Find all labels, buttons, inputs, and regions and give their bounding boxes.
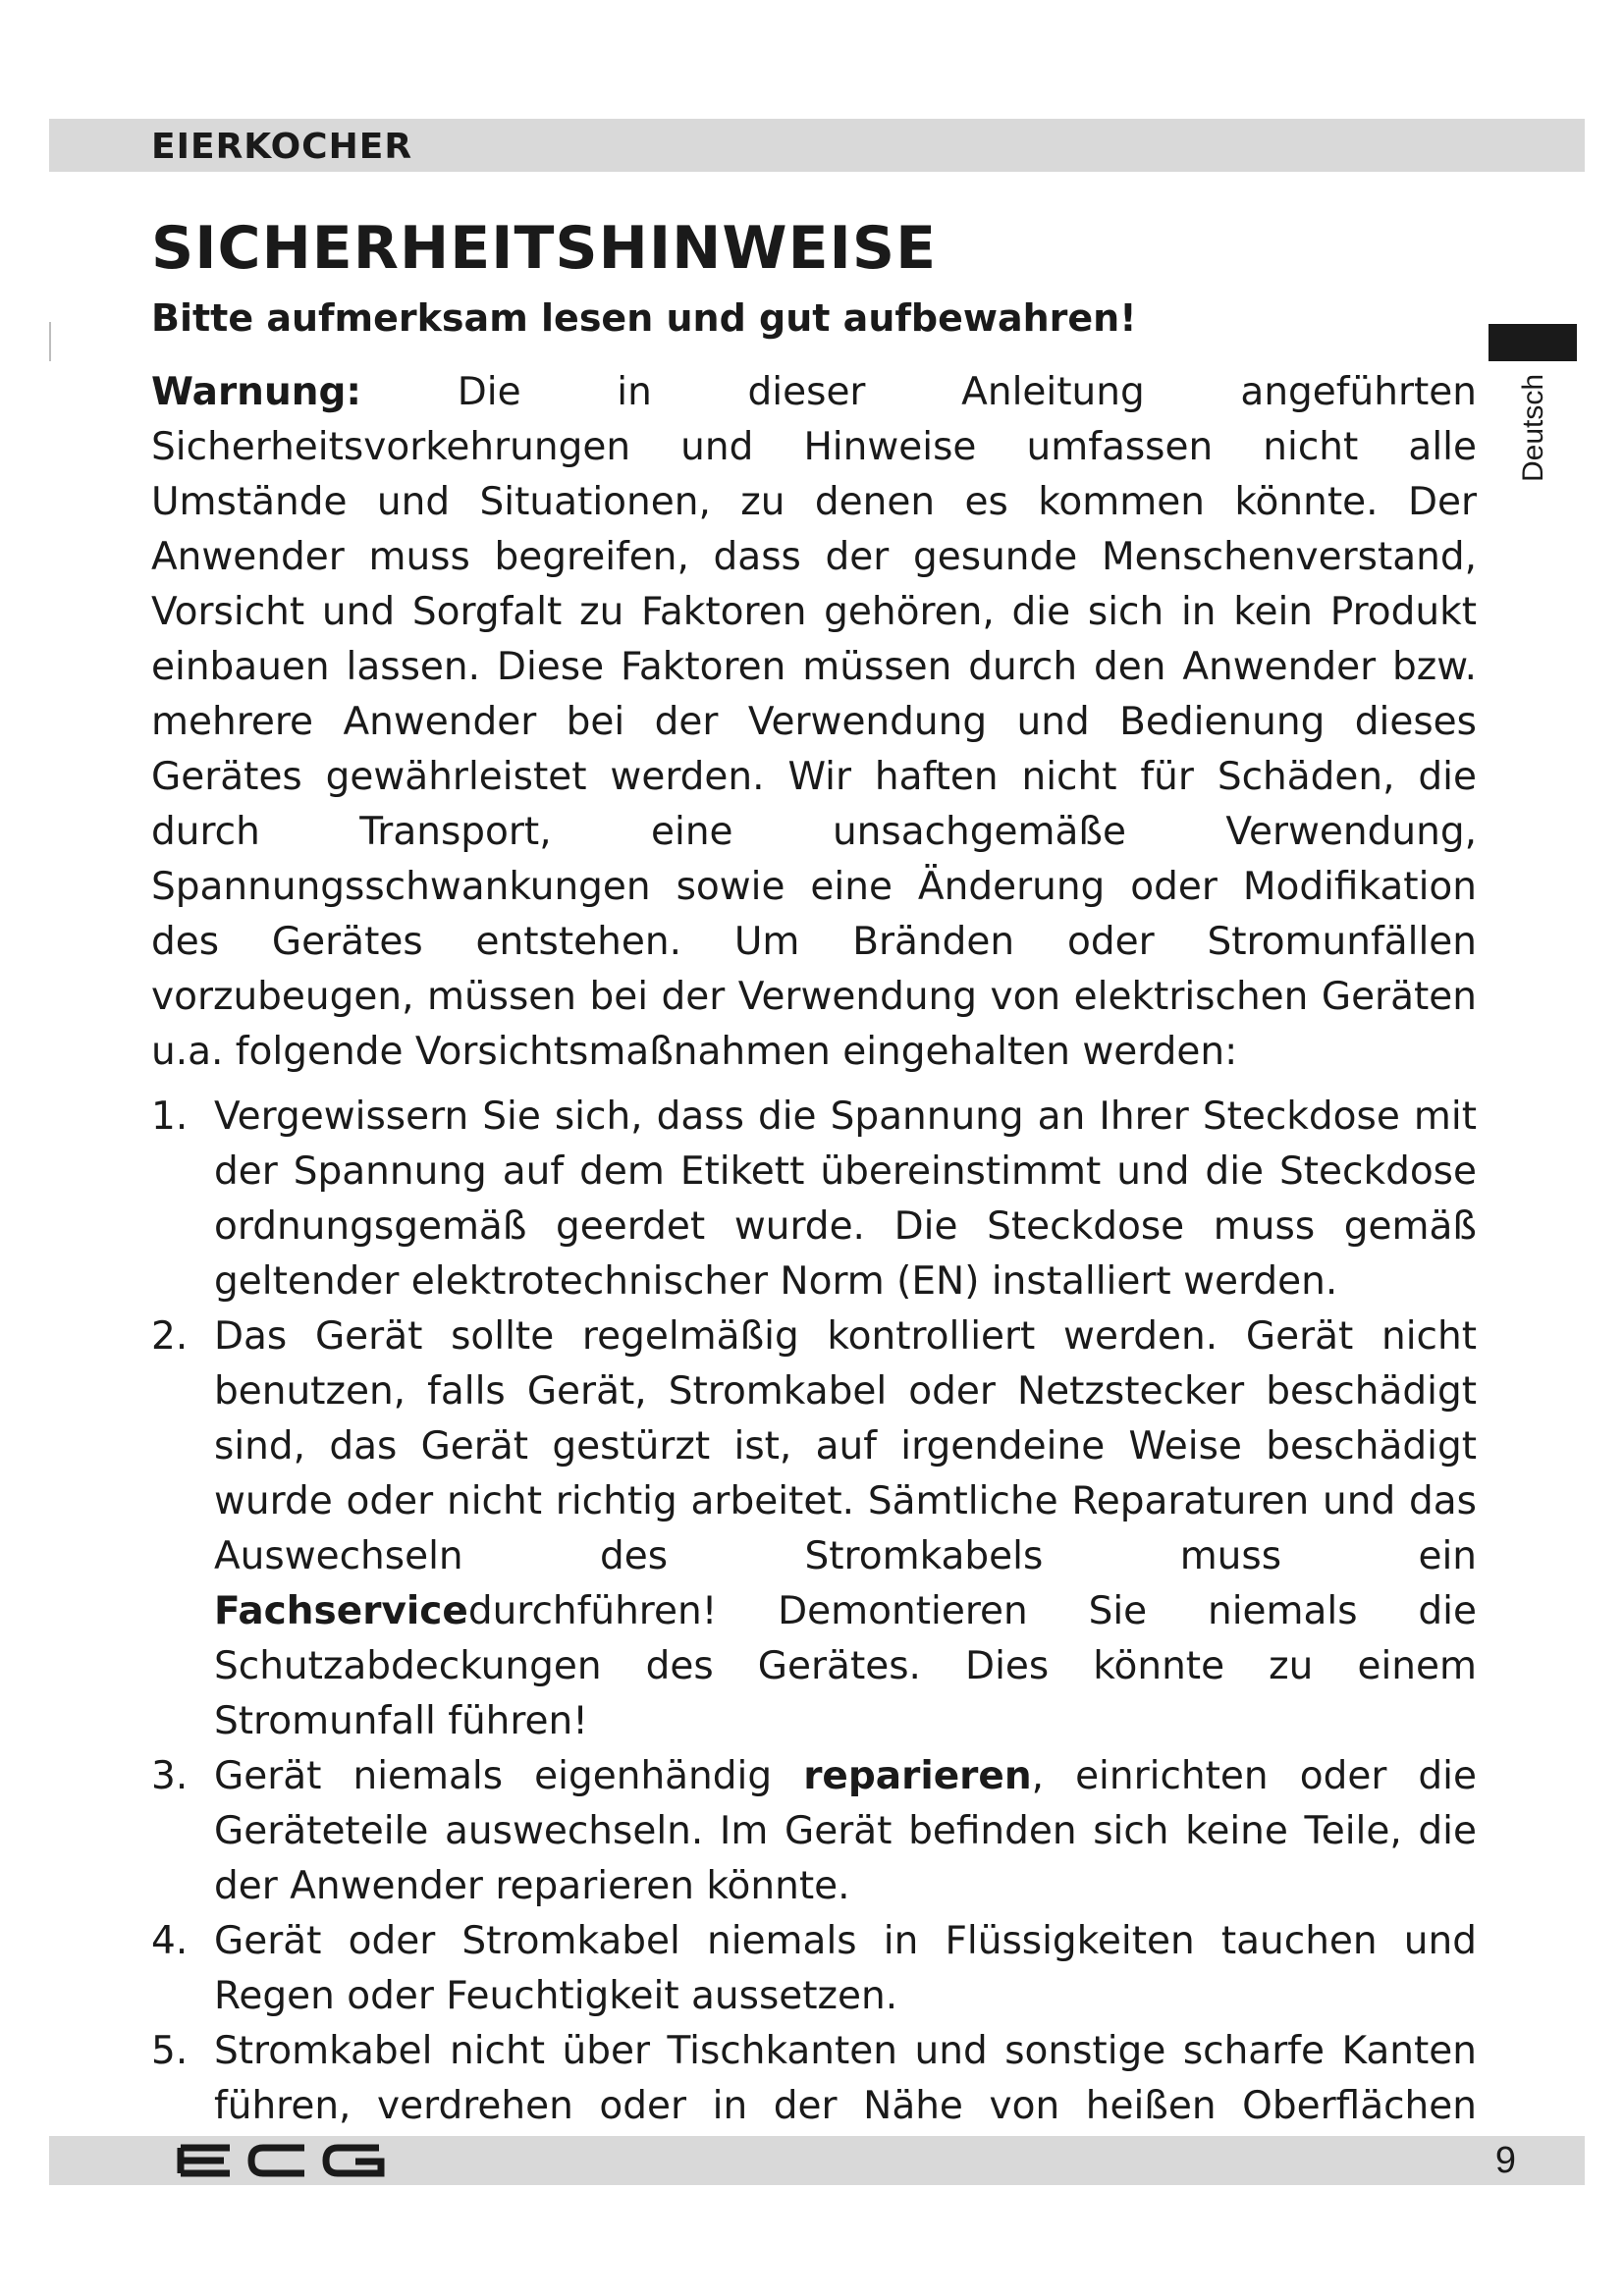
- list-item-text: Stromkabel nicht über Tischkanten und sonstige scharfe Kanten führen, verdrehen oder in der Nähe von heißen Oberflächen: [214, 2029, 1477, 2128]
- footer-bar: [49, 2136, 1585, 2185]
- list-item-text: , einrichten oder die Geräteteile auswechseln. Im Gerät befinden sich keine Teile, die der Anwender reparieren könnte.: [214, 1754, 1477, 1908]
- margin-tick: [49, 322, 51, 361]
- list-item: [151, 1914, 1477, 2024]
- safety-list: [151, 1090, 1477, 2189]
- ecg-logo: [173, 2136, 399, 2185]
- list-item-text: Vergewissern Sie sich, dass die Spannung an Ihrer Steckdose mit der Spannung auf dem Etikett übereinstimmt und die Steckdose ordnungsgemäß geerdet wurde. Die Steckdose muss gemäß geltender elektrotechnischer Norm (EN) installiert werden.: [214, 1095, 1477, 1304]
- list-item-number: 2.: [151, 1314, 189, 1359]
- list-item-text: Das Gerät sollte regelmäßig kontrolliert werden. Gerät nicht benutzen, falls Gerät, Stromkabel oder Netzstecker beschädigt sind, das Gerät gestürzt ist, auf irgendeine Weise beschädigt wurde oder nicht richtig arbeitet. Sämtliche Reparaturen und das Auswechseln des Stromkabels muss ein: [214, 1314, 1477, 1578]
- list-item-text: Gerät niemals eigenhändig: [214, 1754, 804, 1798]
- list-item-number: 3.: [151, 1754, 189, 1798]
- warning-text: Die in dieser Anleitung angeführten Sicherheitsvorkehrungen und Hinweise umfassen nicht alle Umstände und Situationen, zu denen es kommen könnte. Der Anwender muss begreifen, dass der gesunde Menschenverstand, Vorsicht und Sorgfalt zu Faktoren gehören, die sich in kein Produkt einbauen lassen. Diese Faktoren müssen durch den Anwender bzw. mehrere Anwender bei der Verwendung und Bedienung dieses Gerätes gewährleistet werden. Wir haften nicht für Schäden, die durch Transport, eine unsachgemäße Verwendung, Spannungsschwankungen sowie eine Änderung oder Modifikation des Gerätes entstehen. Um Bränden oder Stromunfällen vorzubeugen, müssen bei der Verwendung von elektrischen Geräten u.a. folgende Vorsichtsmaßnahmen eingehalten werden:: [151, 370, 1477, 1074]
- warning-label: Warnung:: [151, 370, 361, 414]
- list-item: [151, 1749, 1477, 1914]
- list-item-bold: Fachservice: [214, 1589, 468, 1633]
- list-item-number: 1.: [151, 1095, 189, 1139]
- list-item: [151, 1090, 1477, 1309]
- header-title: EIERKOCHER: [151, 127, 413, 167]
- safety-text: [151, 365, 1477, 2189]
- page-title: SICHERHEITSHINWEISE: [151, 214, 938, 283]
- list-item-bold: reparieren: [803, 1754, 1032, 1798]
- list-item-text: durchführen! Demontieren Sie niemals die Schutzabdeckungen des Gerätes. Dies könnte zu einem Stromunfall führen!: [214, 1589, 1477, 1743]
- list-item: [151, 1309, 1477, 1749]
- list-item-number: 5.: [151, 2029, 189, 2073]
- list-item-number: 4.: [151, 1919, 189, 1963]
- subtitle: Bitte aufmerksam lesen und gut aufbewahren!: [151, 296, 1137, 340]
- warning-paragraph: [151, 365, 1477, 1080]
- language-tab-label: Deutsch: [1517, 373, 1549, 483]
- page-number: 9: [1494, 2140, 1516, 2181]
- language-tab-marker: [1489, 324, 1577, 361]
- list-item-text: Gerät oder Stromkabel niemals in Flüssigkeiten tauchen und Regen oder Feuchtigkeit aussetzen.: [214, 1919, 1477, 2018]
- header-bar: [49, 119, 1585, 172]
